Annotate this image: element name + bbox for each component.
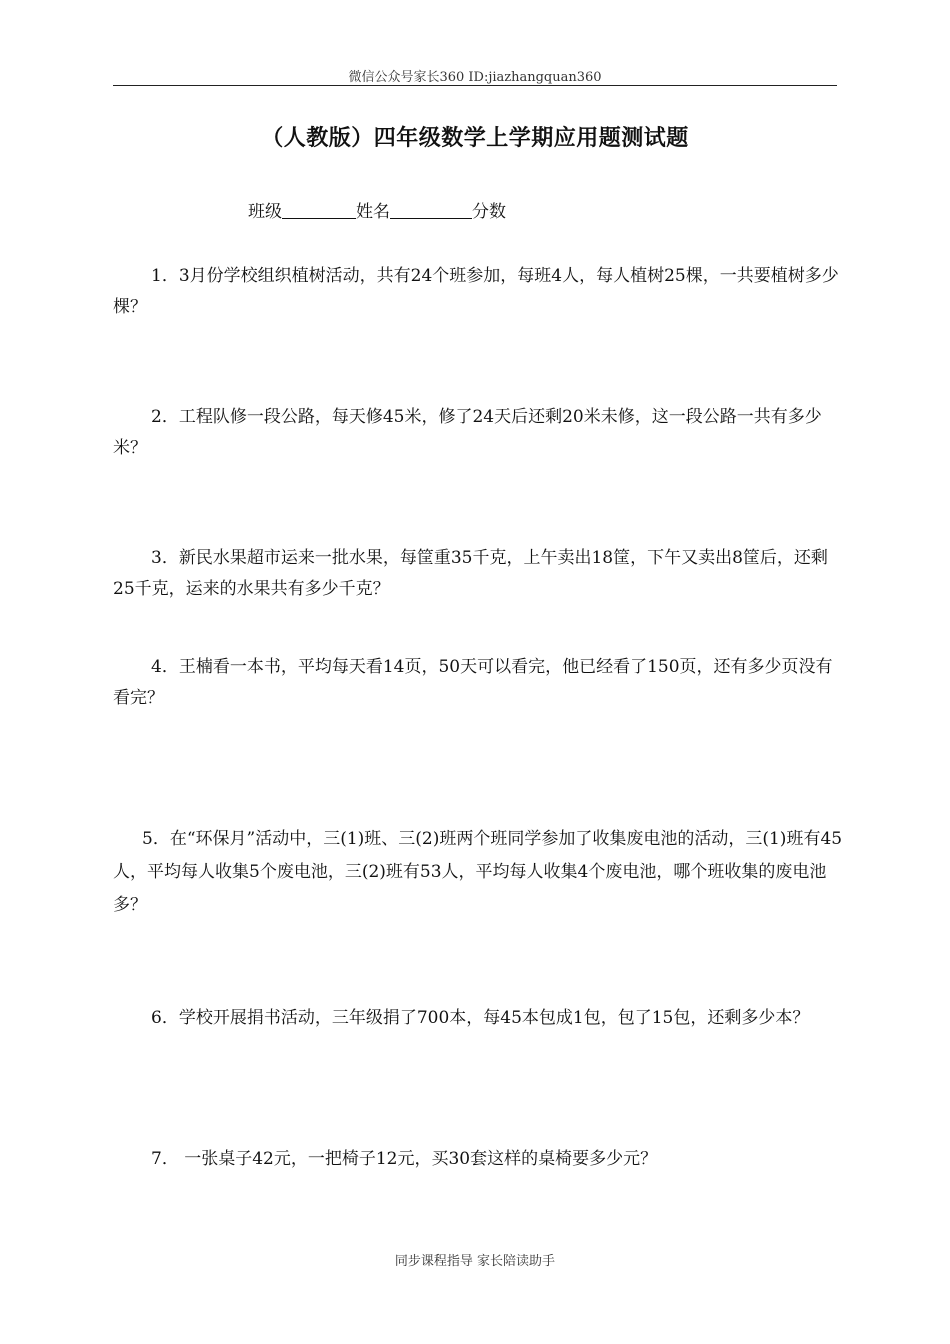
page-footer-text: 同步课程指导 家长陪读助手	[394, 1254, 556, 1269]
page-header-text: 微信公众号家长360 ID:jiazhangquan360	[348, 70, 602, 85]
question-1: 1．3月份学校组织植树活动，共有24个班参加，每班4人，每人植树25棵，一共要植树多少棵？	[113, 266, 839, 317]
header-divider	[113, 85, 837, 86]
score-label: 分数	[472, 202, 506, 222]
document-title: （人教版）四年级数学上学期应用题测试题	[261, 125, 689, 151]
name-label: 姓名	[356, 202, 390, 222]
question-2: 2．工程队修一段公路，每天修45米，修了24天后还剩20米未修，这一段公路一共有多少米？	[113, 407, 822, 458]
class-label: 班级	[248, 202, 282, 222]
name-blank	[390, 202, 472, 219]
question-6: 6．学校开展捐书活动，三年级捐了700本，每45本包成1包，包了15包，还剩多少本？	[151, 1008, 810, 1028]
question-3: 3．新民水果超市运来一批水果，每筐重35千克，上午卖出18筐，下午又卖出8筐后，还剩25千克，运来的水果共有多少千克？	[113, 548, 828, 599]
question-7: 7． 一张桌子42元，一把椅子12元，买30套这样的桌椅要多少元？	[151, 1149, 658, 1169]
student-info-line	[248, 197, 506, 222]
question-5: 5．在“环保月”活动中，三(1)班、三(2)班两个班同学参加了收集废电池的活动，三(1)班有45人，平均每人收集5个废电池，三(2)班有53人，平均每人收集4个废电池，哪个班收集的废电池多？	[113, 829, 843, 915]
question-4: 4．王楠看一本书，平均每天看14页，50天可以看完，他已经看了150页，还有多少页没有看完？	[113, 657, 833, 708]
class-blank	[282, 202, 356, 219]
